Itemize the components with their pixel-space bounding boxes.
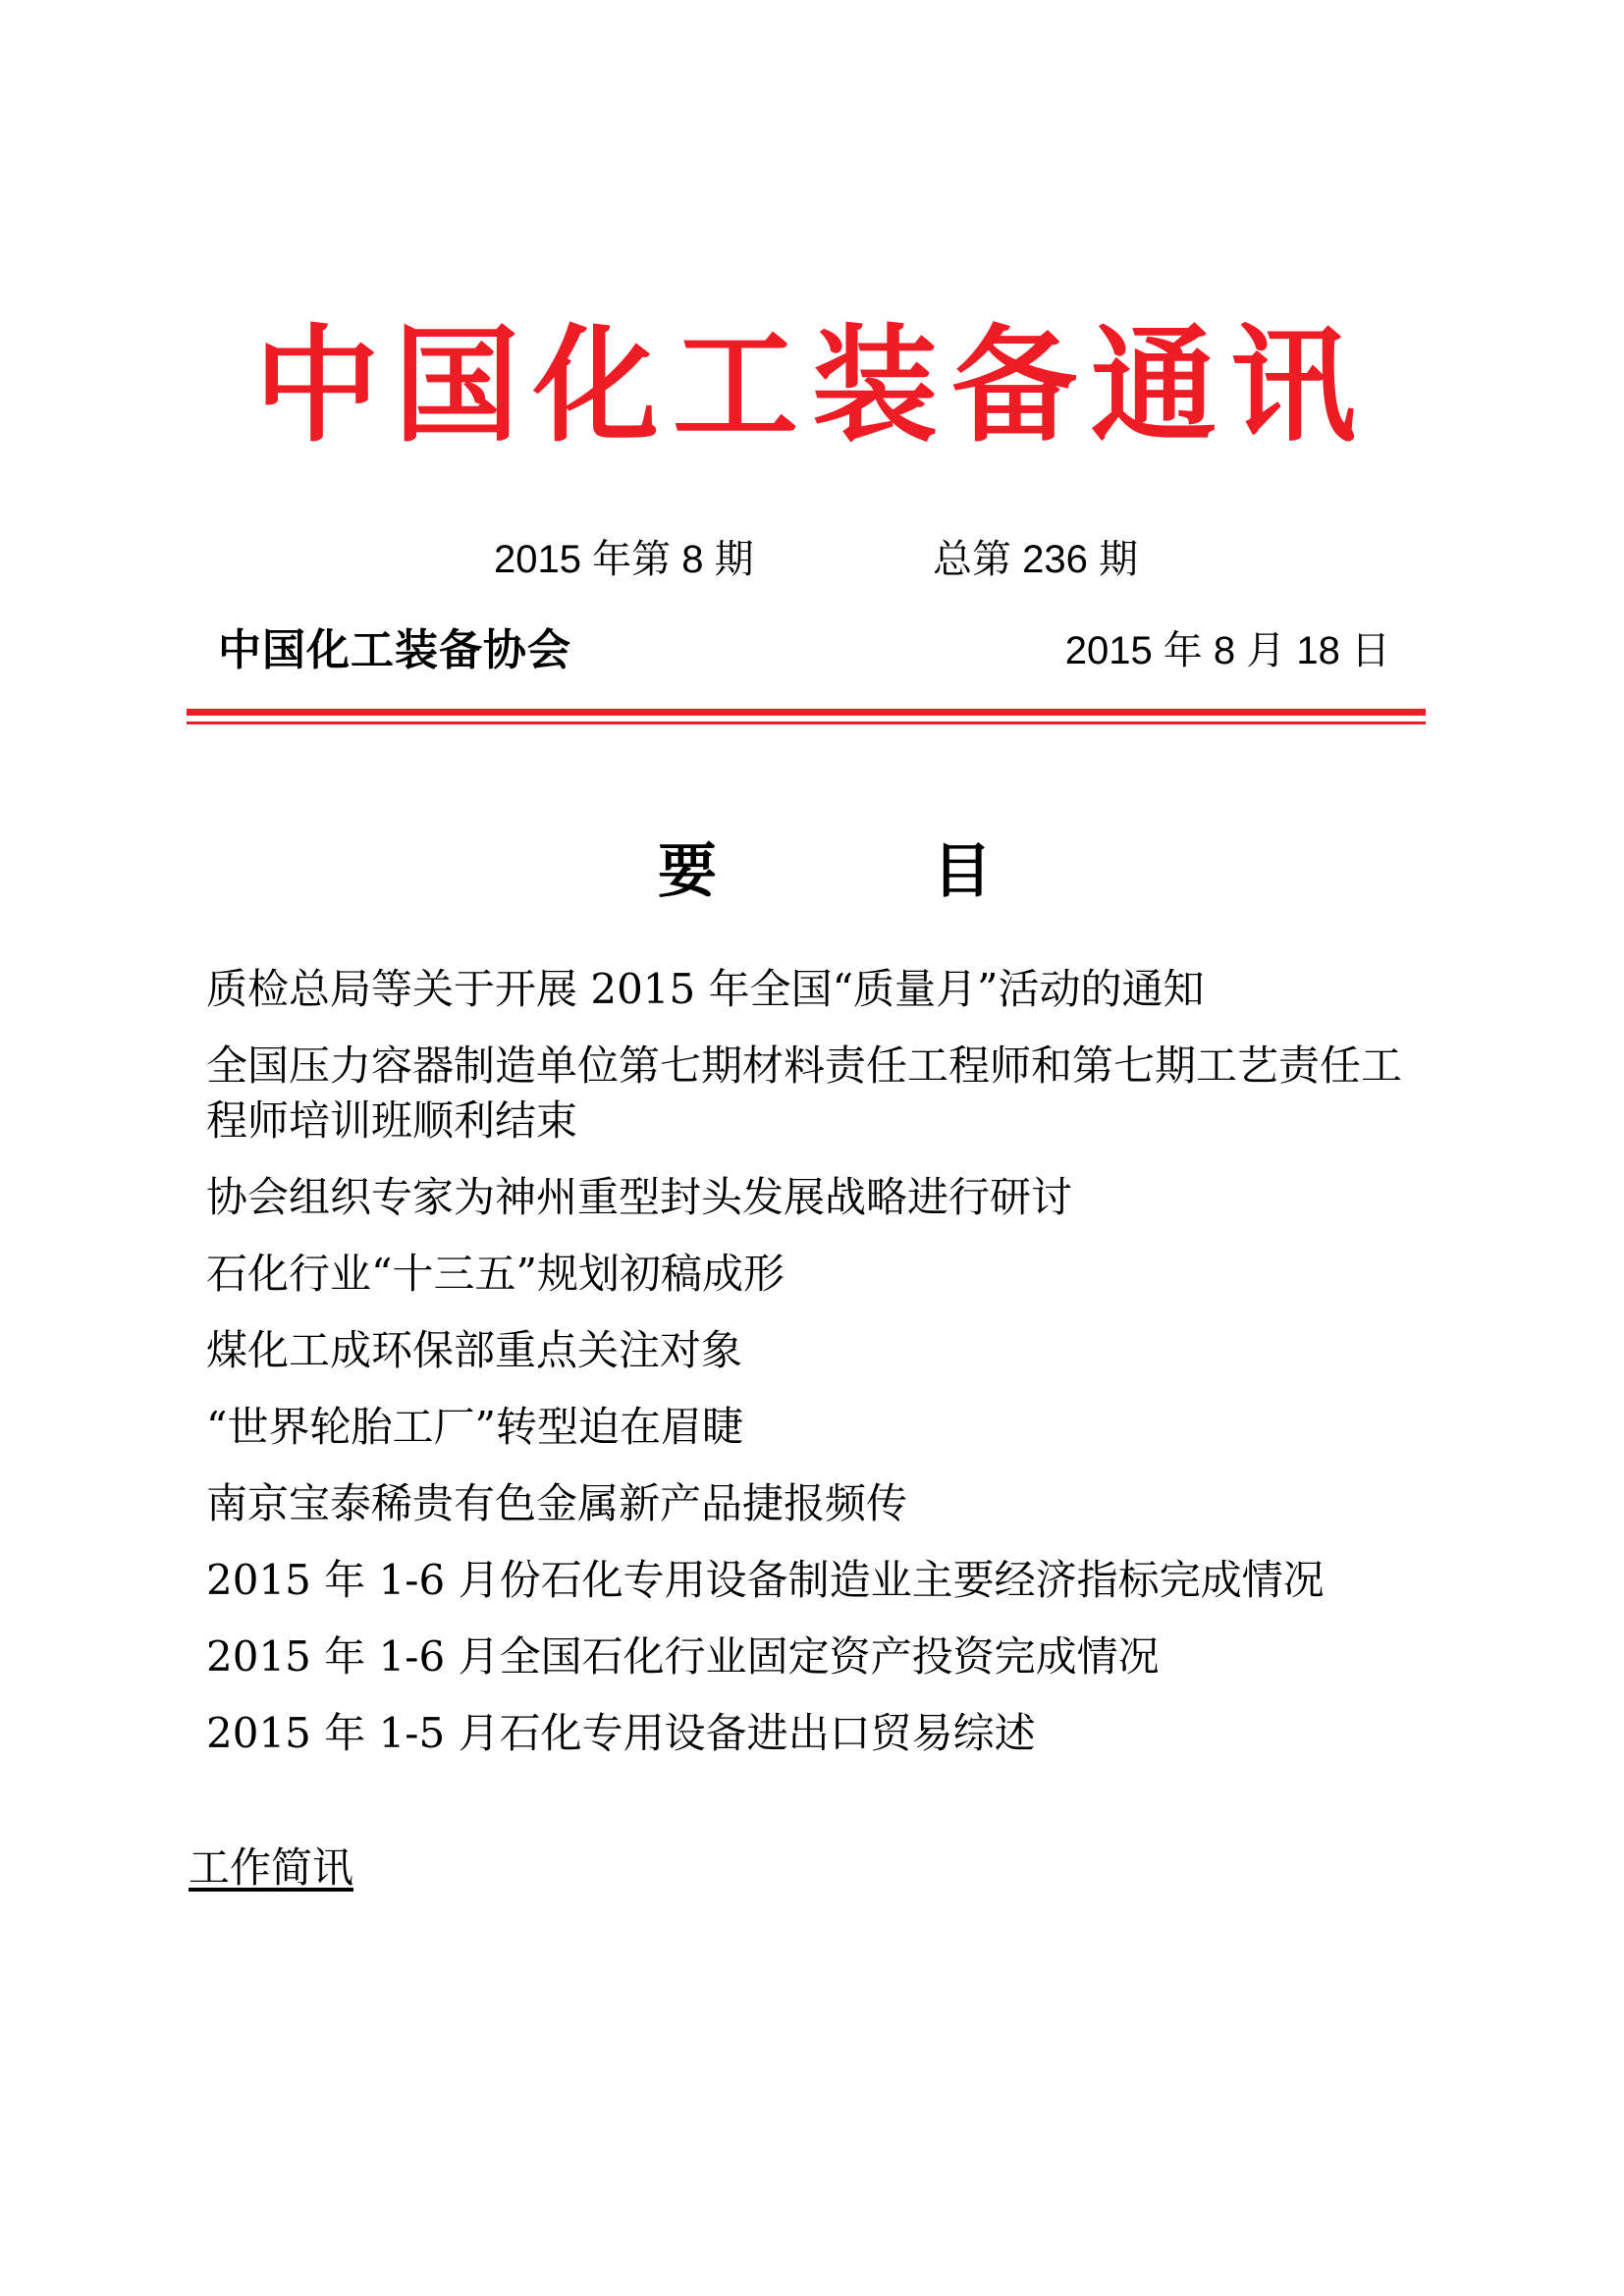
toc-item[interactable]: 协会组织专家为神州重型封头发展战略进行研讨 <box>206 1173 1073 1221</box>
toc-heading-left: 要 <box>658 837 717 906</box>
issue-number: 2015 年第 8 期 <box>494 538 754 581</box>
publisher-name: 中国化工装备协会 <box>218 625 571 675</box>
toc-item[interactable]: 全国压力容器制造单位第七期材料责任工程师和第七期工艺责任工程师培训班顺利结束 <box>206 1041 1403 1145</box>
toc-item[interactable]: 石化行业“十三五”规划初稿成形 <box>206 1250 785 1298</box>
header-divider-thin <box>187 721 1426 724</box>
table-of-contents <box>206 962 1434 1783</box>
toc-heading-right: 目 <box>933 837 992 906</box>
publish-date: 2015 年 8 月 18 日 <box>1064 629 1390 672</box>
toc-item[interactable]: 2015 年 1-6 月全国石化行业固定资产投资完成情况 <box>206 1632 1160 1681</box>
toc-item[interactable]: 2015 年 1-5 月石化专用设备进出口贸易综述 <box>206 1709 1036 1757</box>
toc-item[interactable]: 南京宝泰稀贵有色金属新产品捷报频传 <box>206 1479 908 1527</box>
toc-item[interactable]: “世界轮胎工厂”转型迫在眉睫 <box>206 1403 743 1451</box>
masthead-title: 中国化工装备通讯 <box>253 312 1370 459</box>
toc-item[interactable]: 2015 年 1-6 月份石化专用设备制造业主要经济指标完成情况 <box>206 1556 1325 1604</box>
toc-item[interactable]: 煤化工成环保部重点关注对象 <box>206 1326 743 1374</box>
issue-total-number: 总第 236 期 <box>933 538 1138 581</box>
toc-item[interactable]: 质检总局等关于开展 2015 年全国“质量月”活动的通知 <box>206 965 1205 1013</box>
section-heading-work-news[interactable]: 工作简讯 <box>189 1843 354 1892</box>
header-divider-thick <box>187 709 1426 716</box>
